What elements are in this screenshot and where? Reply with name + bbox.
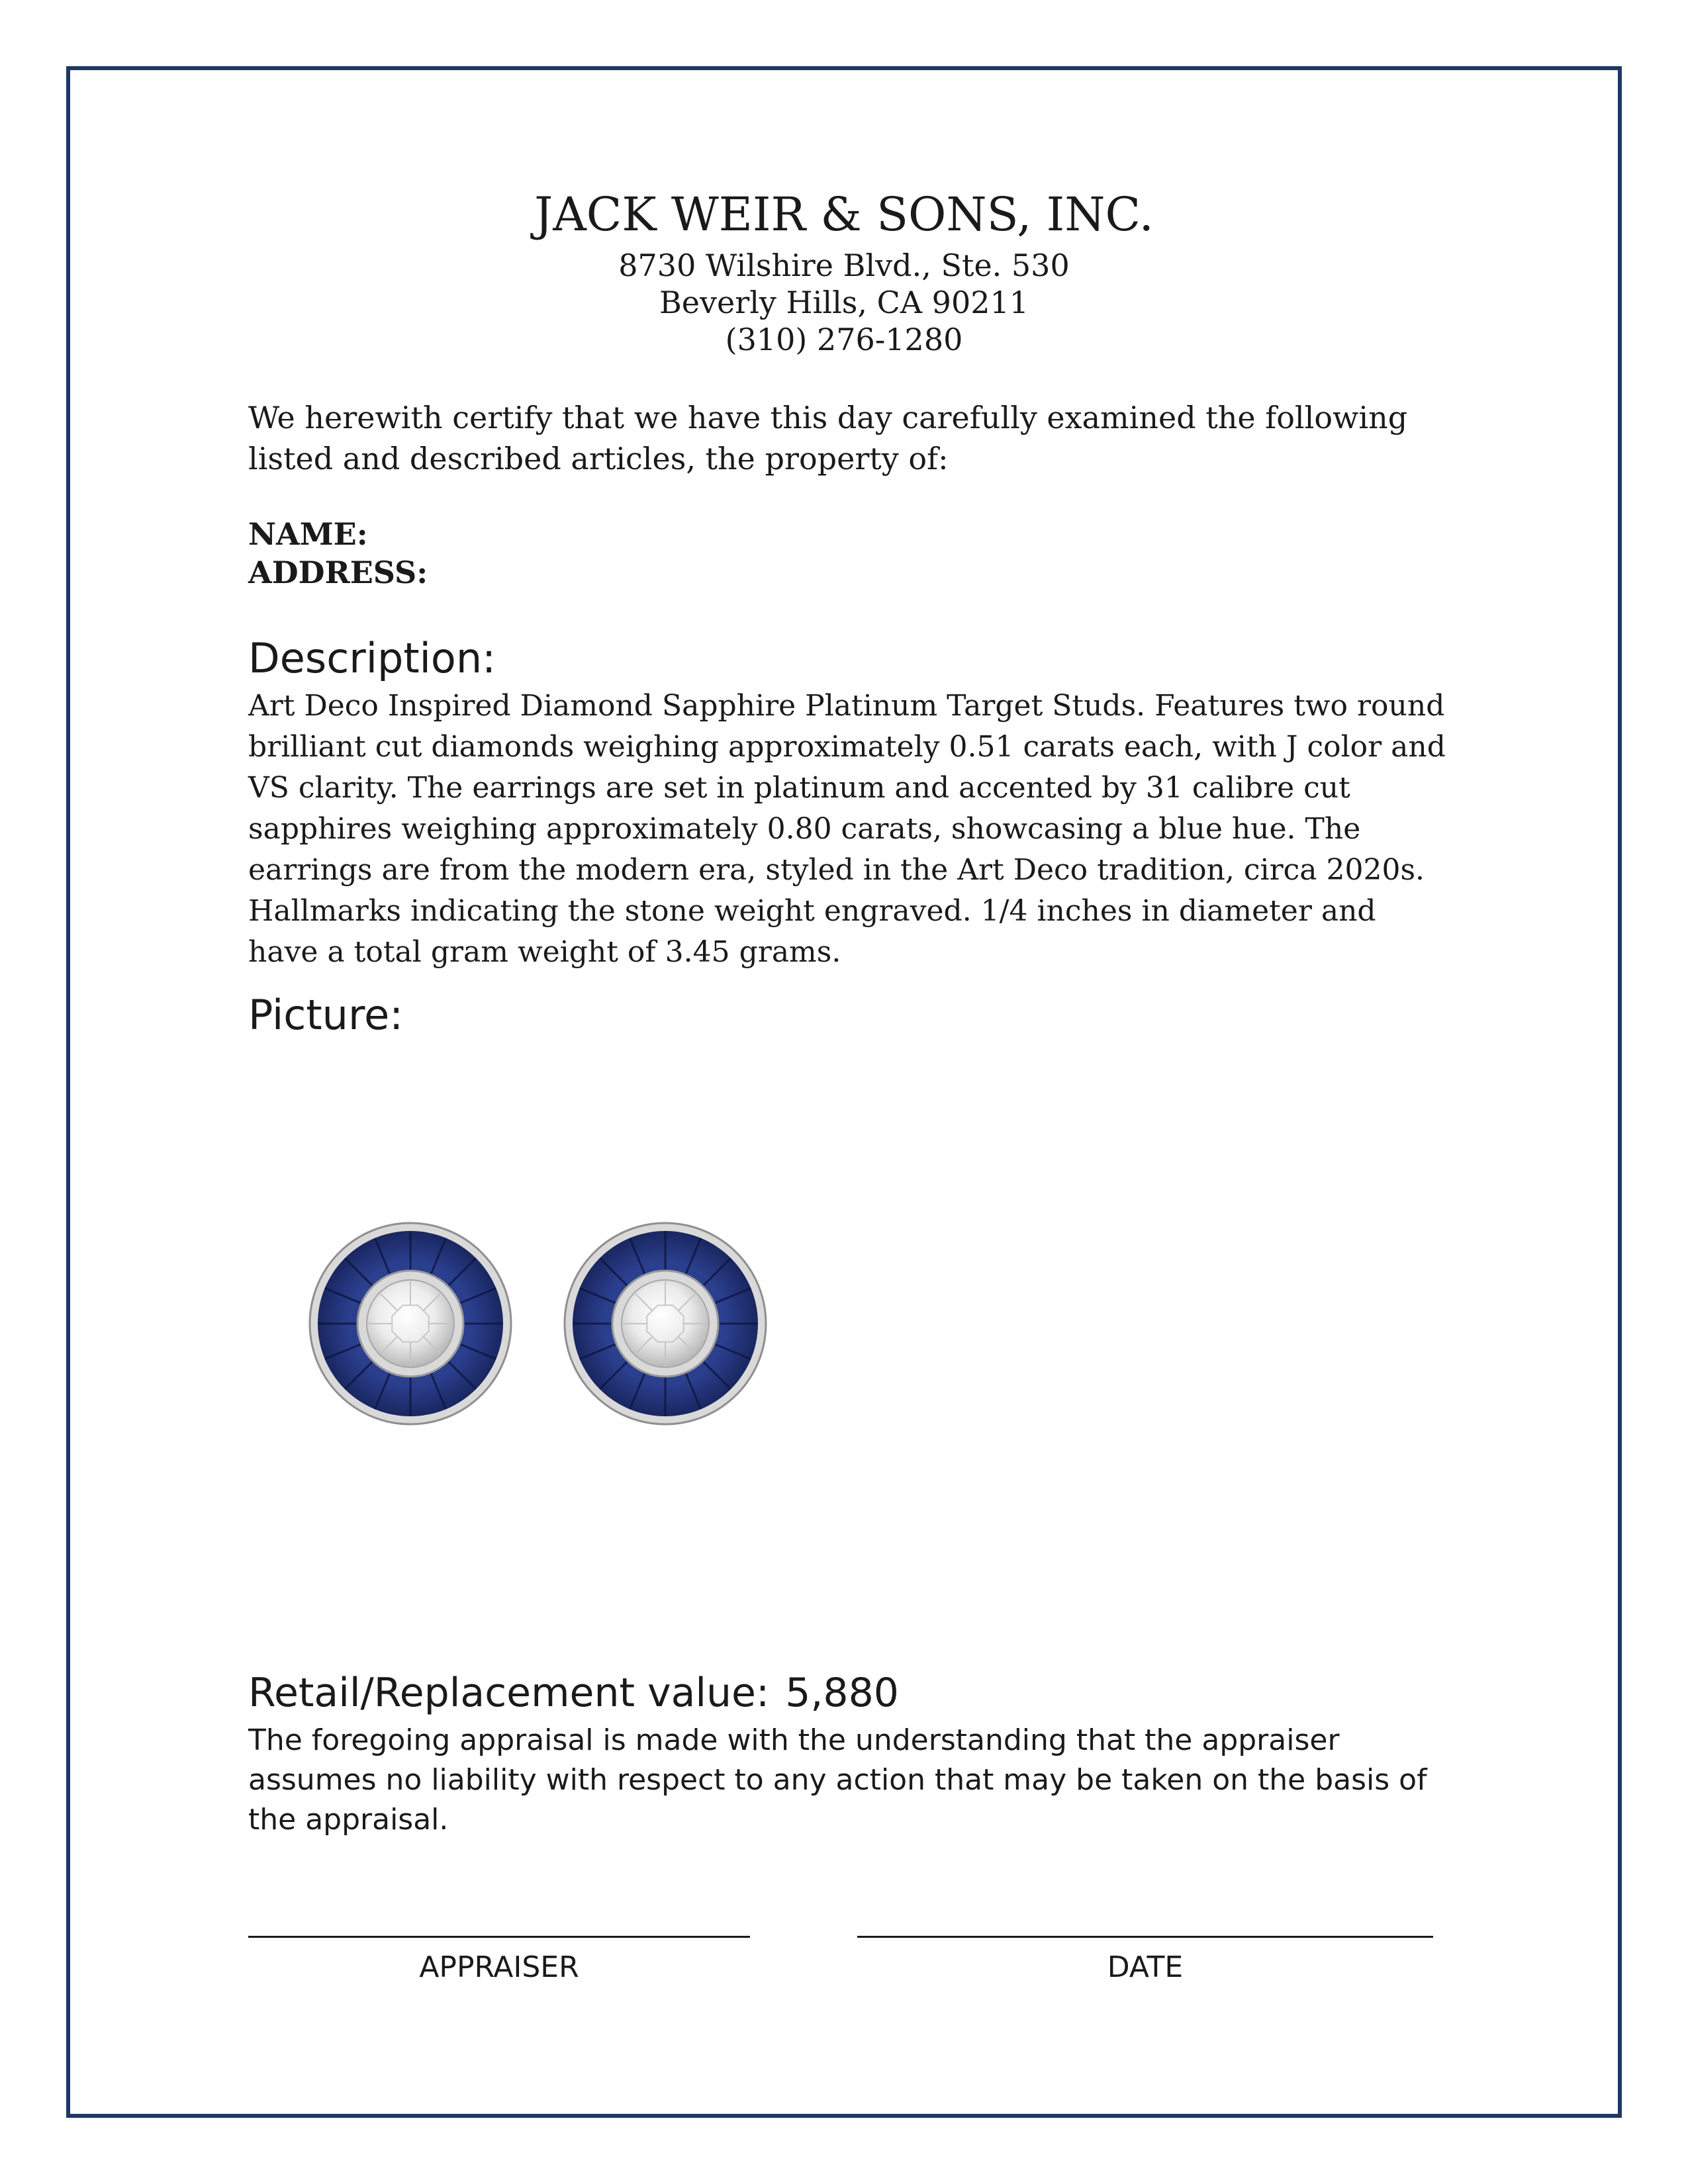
appraiser-label: APPRAISER (419, 1950, 579, 1984)
certification-intro: We herewith certify that we have this day carefully examined the following listed and described articles, the property of: (248, 400, 1408, 477)
date-signature-line (857, 1936, 1433, 1938)
retail-value-amount: 5,880 (785, 1670, 899, 1716)
name-label: NAME: (248, 516, 368, 552)
description-text: Art Deco Inspired Diamond Sapphire Platinum Target Studs. Features two round brilliant cut diamonds weighing approximately 0.51 carats each, with J color and VS clarity. The earrings are set in platinum and accented by 31 calibre cut sapphires weighing approximately 0.80 carats, showcasing a blue hue. The earrings are from the modern era, styled in the Art Deco tradition, circa 2020s. Hallmarks indicating the stone weight engraved. 1/4 inches in diameter and have a total gram weight of 3.45 grams. (248, 689, 1446, 969)
earrings-illustration (291, 1198, 794, 1449)
company-address-line1: 8730 Wilshire Blvd., Ste. 530 (618, 248, 1070, 283)
earring-left (310, 1223, 511, 1424)
date-label: DATE (1107, 1950, 1184, 1984)
picture-heading: Picture: (248, 991, 404, 1039)
disclaimer-text: The foregoing appraisal is made with the understanding that the appraiser assumes no liability with respect to any action that may be taken on the basis of the appraisal. (248, 1723, 1427, 1837)
description-heading: Description: (248, 634, 496, 682)
company-phone: (310) 276-1280 (725, 322, 963, 357)
appraiser-signature-line (248, 1936, 750, 1938)
company-name: JACK WEIR & SONS, INC. (534, 187, 1154, 242)
earrings-photo (291, 1198, 794, 1449)
earring-right (565, 1223, 766, 1424)
company-address-line2: Beverly Hills, CA 90211 (659, 285, 1029, 320)
address-label: ADDRESS: (248, 555, 428, 590)
retail-value-label: Retail/Replacement value: (248, 1670, 770, 1716)
retail-value (248, 1668, 899, 1718)
